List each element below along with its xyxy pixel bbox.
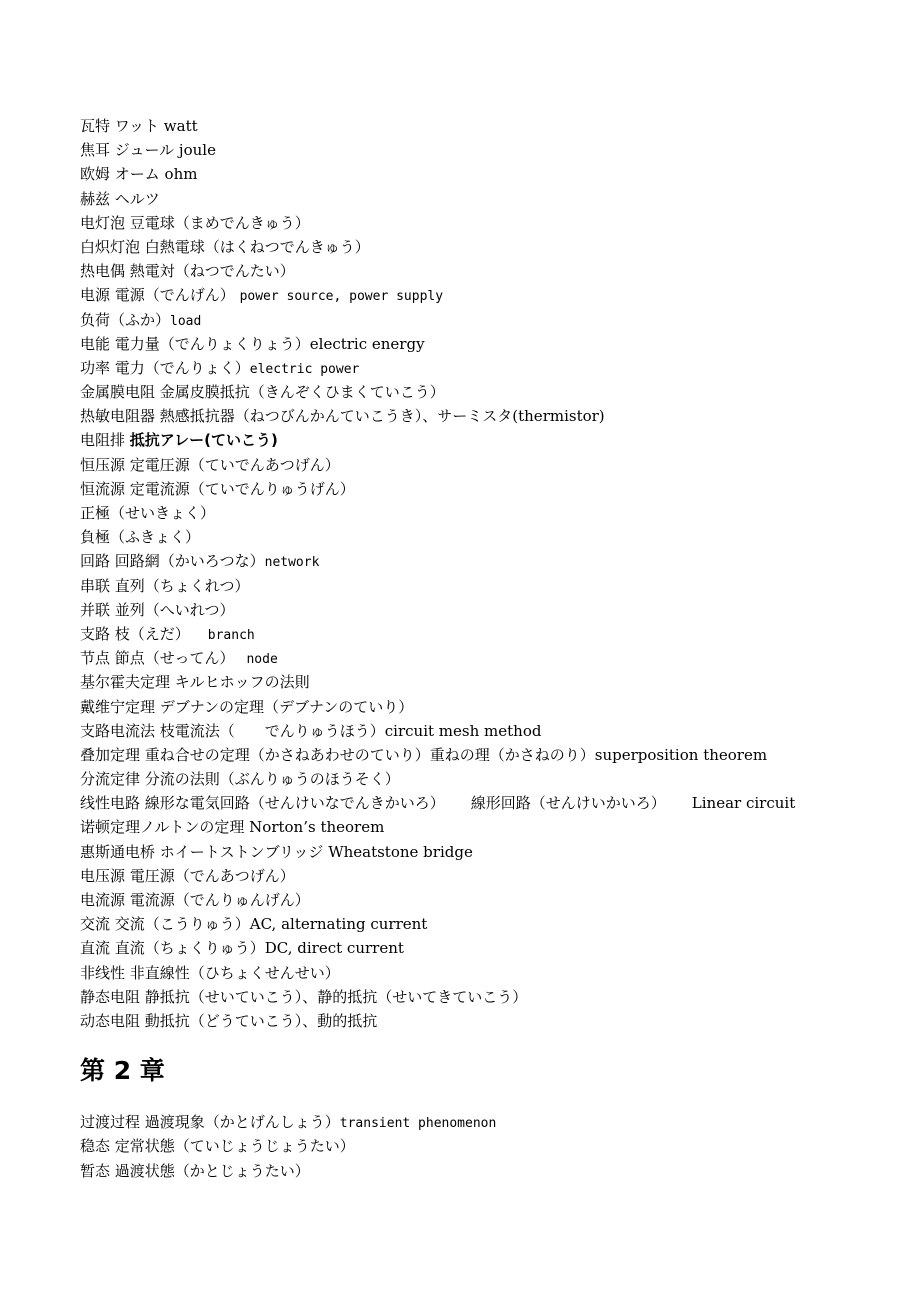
term-text: 稳态 定常状態（ていじょうじょうたい）: [80, 1137, 355, 1156]
term-line: [80, 961, 880, 985]
term-line: [80, 767, 880, 791]
term-text: 白炽灯泡 白熱電球（はくねつでんきゅう）: [80, 237, 370, 256]
term-text: 动态电阻 動抵抗（どうていこう）、動的抵抗: [80, 1011, 378, 1030]
term-line: [80, 162, 880, 186]
term-line: [80, 695, 880, 719]
term-text: 線形回路（せんけいかいろ）: [470, 794, 666, 813]
term-text: 电阻排: [80, 431, 130, 450]
term-text: 分流定律 分流の法則（ぶんりゅうのほうそく）: [80, 770, 400, 789]
term-line: [80, 501, 880, 525]
term-text: 惠斯通电桥 ホイートストンブリッジ Wheatstone bridge: [80, 842, 473, 861]
term-line: [80, 259, 880, 283]
term-text: 焦耳 ジュール joule: [80, 141, 216, 160]
term-text: 功率 電力（でんりょく）: [80, 358, 250, 377]
term-line: [80, 888, 880, 912]
term-english: branch: [207, 627, 255, 643]
term-english: electric power: [249, 361, 360, 377]
term-text: 暂态 過渡状態（かとじょうたい）: [80, 1161, 310, 1180]
term-text: 并联 並列（へいれつ）: [80, 600, 235, 619]
term-line: [80, 332, 880, 356]
term-line: [80, 453, 880, 477]
term-line: [80, 308, 880, 332]
term-text: 热电偶 熱電対（ねつでんたい）: [80, 262, 295, 281]
term-text: 正極（せいきょく）: [80, 504, 216, 522]
term-text: でんりゅうほう）circuit mesh method: [264, 721, 542, 740]
term-english: network: [264, 555, 320, 571]
term-line: [80, 646, 880, 670]
term-text: 直流 直流（ちょくりゅう）DC, direct current: [80, 939, 404, 958]
term-text: 非线性 非直線性（ひちょくせんせい）: [80, 963, 340, 982]
term-line: [80, 1134, 880, 1158]
term-line: [80, 428, 880, 452]
term-text: 支路 枝（えだ）: [80, 624, 190, 643]
term-line: [80, 719, 880, 743]
term-text: 电源 電源（でんげん）: [80, 286, 235, 305]
term-english: node: [246, 652, 278, 668]
term-line: [80, 1159, 880, 1183]
term-text: 负荷（ふか）: [80, 310, 171, 329]
term-english: power source, power supply: [239, 289, 444, 305]
term-text: 支路电流法 枝電流法（: [80, 721, 235, 740]
term-line: [80, 404, 880, 428]
term-line: [80, 549, 880, 573]
term-text: 节点 節点（せってん）: [80, 649, 235, 668]
term-text: 基尔霍夫定理 キルヒホッフの法則: [80, 673, 310, 692]
term-english: load: [170, 313, 202, 329]
term-text: 过渡过程 過渡現象（かとげんしょう）: [80, 1113, 340, 1132]
term-line: [80, 840, 880, 864]
term-text: 电流源 電流源（でんりゅんげん）: [80, 891, 310, 909]
term-text: 电压源 電圧源（でんあつげん）: [80, 866, 295, 885]
term-line: [80, 936, 880, 960]
term-text: 瓦特 ワット watt: [80, 117, 198, 135]
term-line: [80, 380, 880, 404]
term-text: 串联 直列（ちょくれつ）: [80, 576, 250, 595]
term-line: [80, 525, 880, 549]
term-text: 欧姆 オーム ohm: [80, 165, 198, 184]
term-line: [80, 1110, 880, 1134]
term-text: 交流 交流（こうりゅう）AC, alternating current: [80, 915, 428, 934]
term-line: [80, 283, 880, 307]
term-text: 回路 回路網（かいろつな）: [80, 552, 265, 571]
term-text: 诺顿定理ノルトンの定理 Norton’s theorem: [80, 818, 385, 837]
term-text: 电能 電力量（でんりょくりょう）electric energy: [80, 334, 425, 353]
chapter-heading: 第 2 章: [80, 1056, 165, 1086]
term-line: [80, 743, 880, 767]
term-english: transient phenomenon: [339, 1116, 497, 1132]
term-line: [80, 598, 880, 622]
term-text: 恒压源 定電圧源（ていでんあつげん）: [80, 455, 340, 474]
document-page: [80, 114, 880, 1183]
term-text: 静态电阻 静抵抗（せいていこう）、静的抵抗（せいてきていこう）: [80, 987, 528, 1006]
term-text: 戴维宁定理 デブナンの定理（デブナンのていり）: [80, 697, 414, 716]
term-line: [80, 791, 880, 815]
term-line: [80, 211, 880, 235]
term-text: 金属膜电阻 金属皮膜抵抗（きんぞくひまくていこう）: [80, 383, 445, 402]
term-line: [80, 864, 880, 888]
term-text: 热敏电阻器 熱感抵抗器（ねつびんかんていこうき）、サーミスタ(thermistor): [80, 407, 605, 426]
term-text: 叠加定理 重ね合せの定理（かさねあわせのていり）重ねの理（かさねのり）superposition theorem: [80, 745, 768, 764]
term-line: [80, 985, 880, 1009]
term-english: Linear circuit: [691, 794, 796, 813]
term-line: [80, 235, 880, 259]
term-line: [80, 815, 880, 839]
term-highlight: 抵抗アレー(ていこう): [129, 431, 278, 450]
term-text: 負極（ふきょく）: [80, 528, 201, 547]
term-line: [80, 114, 880, 138]
term-text: 赫兹 ヘルツ: [80, 189, 160, 208]
term-line: [80, 356, 880, 380]
term-line: [80, 670, 880, 694]
term-line: [80, 138, 880, 162]
term-text: 电灯泡 豆電球（まめでんきゅう）: [80, 213, 310, 232]
term-line: [80, 187, 880, 211]
term-line: [80, 1009, 880, 1033]
term-text: 恒流源 定電流源（ていでんりゅうげん）: [80, 479, 355, 498]
term-text: 线性电路 線形な電気回路（せんけいなでんきかいろ）: [80, 794, 445, 813]
term-line: [80, 477, 880, 501]
term-line: [80, 622, 880, 646]
term-line: [80, 912, 880, 936]
term-line: [80, 574, 880, 598]
